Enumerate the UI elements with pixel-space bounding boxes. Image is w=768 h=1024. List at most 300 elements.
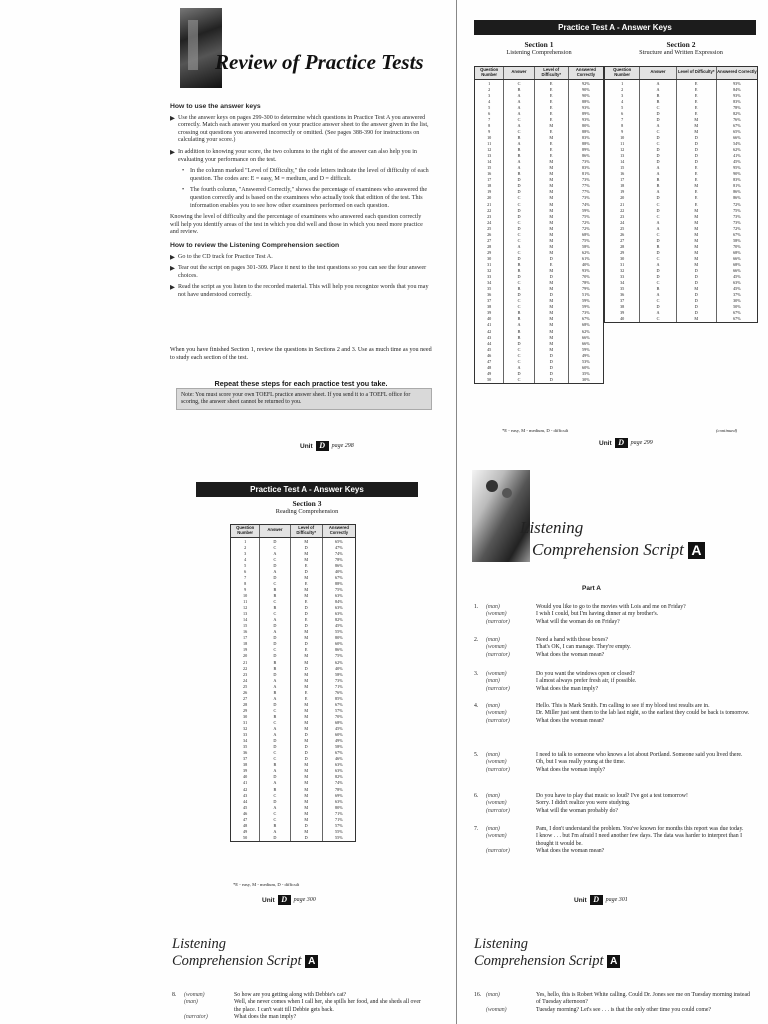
table-cell: M (694, 219, 699, 225)
table-cell: M (694, 122, 699, 128)
table-cell: M (304, 586, 309, 592)
table-cell: 67% (335, 701, 343, 707)
table-cell: A (656, 219, 660, 225)
table-cell: B (656, 183, 660, 189)
table-cell: E (694, 177, 698, 183)
table-cell: D (656, 195, 660, 201)
table-cell: 88% (582, 98, 590, 104)
table-cell: 19 (620, 189, 625, 195)
dialogue-line (474, 678, 754, 685)
table-cell: 67% (335, 574, 343, 580)
table-cell: 29 (487, 249, 492, 255)
table-cell: 59% (582, 298, 590, 304)
table-cell: B (517, 316, 521, 322)
table-cell: 44 (243, 798, 248, 804)
table-cell: 90% (733, 171, 741, 177)
table-cell: 43 (487, 334, 492, 340)
dialogue-line (474, 759, 754, 766)
table-cell: B (273, 593, 277, 599)
dialogue-text: I wish I could, but I'm having dinner at my brother's. (536, 611, 659, 618)
table-cell: 15 (243, 623, 248, 629)
table-cell: C (517, 376, 521, 382)
table-cell: M (549, 310, 554, 316)
table-cell: 4 (621, 98, 624, 104)
table-cell: 9 (244, 586, 247, 592)
arrow-bullet-icon: ▶ (170, 114, 175, 122)
dialogue-line (474, 611, 754, 618)
table-cell: B (656, 92, 660, 98)
table-cell: 62% (335, 659, 343, 665)
table-cell: M (694, 316, 699, 322)
table-cell: A (517, 322, 521, 328)
table-cell: 73% (582, 177, 590, 183)
table-cell: C (517, 358, 521, 364)
table-cell: A (656, 225, 660, 231)
dialogue-line (474, 644, 754, 651)
table-cell: 20 (487, 195, 492, 201)
table-cell: 53% (582, 358, 590, 364)
table-cell: M (549, 225, 554, 231)
table-cell: E (549, 92, 553, 98)
table-cell: 24 (620, 219, 625, 225)
table-cell: E (694, 104, 698, 110)
table-cell: 80% (582, 122, 590, 128)
table-cell: 30 (620, 255, 625, 261)
table-cell: 50 (243, 834, 248, 840)
table-cell: 55% (335, 629, 343, 635)
dialogue-line (474, 710, 754, 717)
table-cell: E (549, 128, 553, 134)
table-cell: 86% (582, 153, 590, 159)
table-cell: 57% (335, 822, 343, 828)
table-cell: D (549, 274, 553, 280)
table-cell: D (694, 147, 698, 153)
table-cell: M (304, 780, 309, 786)
table-cell: 66% (733, 268, 741, 274)
table-cell: 14 (487, 159, 492, 165)
table-cell: 88% (582, 141, 590, 147)
table-cell: B (517, 135, 521, 141)
table-cell: 41 (243, 780, 248, 786)
table-cell: 21 (487, 201, 492, 207)
speaker-label: (man) (486, 752, 500, 758)
dialogue-line (474, 619, 754, 626)
arrow-bullet-icon: ▶ (170, 284, 175, 292)
table-cell: B (273, 713, 277, 719)
table-cell: 48 (243, 822, 248, 828)
answer-keys-step-2: In addition to knowing your score, the two columns to the right of the answer can also help you in evaluating your performance on the test. (178, 148, 417, 163)
table-cell: 72% (582, 219, 590, 225)
unit-label: Unit (262, 896, 275, 904)
table-cell: D (304, 605, 308, 611)
table-cell: 89% (582, 147, 590, 153)
table-cell: M (549, 201, 554, 207)
unit-label: Unit (574, 896, 587, 904)
script-item (474, 703, 754, 725)
table-cell: C (656, 255, 660, 261)
table-cell: 35% (582, 370, 590, 376)
bottom-right-title: Listening Comprehension Script A (474, 936, 620, 970)
table-cell: 76% (335, 689, 343, 695)
table-cell: M (549, 213, 554, 219)
table-cell: A (273, 726, 277, 732)
table-cell: A (273, 683, 277, 689)
table-cell: D (304, 732, 308, 738)
table-cell: M (549, 304, 554, 310)
table-cell: 67% (582, 316, 590, 322)
table-cell: D (304, 750, 308, 756)
speaker-label: (narrator) (486, 807, 510, 814)
table-cell: A (273, 768, 277, 774)
table-cell: E (549, 86, 553, 92)
table-cell: 45% (733, 286, 741, 292)
speaker-label: (man) (486, 703, 500, 709)
table-cell: M (304, 762, 309, 768)
table-cell: B (656, 177, 660, 183)
script-item (474, 752, 754, 774)
table-cell: E (304, 599, 308, 605)
table-cell: 62% (582, 328, 590, 334)
table-cell: 21 (243, 659, 248, 665)
table-cell: 83% (582, 135, 590, 141)
speaker-label: (narrator) (486, 618, 510, 625)
dialogue-line (474, 833, 754, 848)
speaker-label: (man) (486, 826, 500, 832)
table-cell: 25 (487, 225, 492, 231)
table-cell: 63% (335, 798, 343, 804)
table-cell: 13 (243, 611, 248, 617)
table-cell: 63% (335, 768, 343, 774)
page-footer (300, 441, 354, 451)
table-cell: 34 (487, 280, 492, 286)
table-cell: 80% (335, 804, 343, 810)
table-cell: C (656, 201, 660, 207)
table-cell: M (304, 738, 309, 744)
table-cell: 82% (335, 617, 343, 623)
dialogue-line (474, 800, 754, 807)
table-cell: 63% (335, 611, 343, 617)
dialogue-line (474, 848, 754, 855)
page-number: page 299 (630, 440, 653, 446)
table-cell: 68% (733, 249, 741, 255)
dialogue-line (172, 999, 422, 1014)
item-number: 7. (474, 826, 479, 832)
table-cell: M (549, 189, 554, 195)
table-cell: 19 (243, 647, 248, 653)
page-number: page 298 (331, 443, 354, 449)
table-cell: 43 (243, 792, 248, 798)
answer-keys-bar: Practice Test A - Answer Keys (474, 20, 756, 35)
table-cell: 83% (733, 177, 741, 183)
dialogue-text: What does the woman imply? (536, 766, 606, 773)
table-cell: 37 (620, 298, 625, 304)
table-cell: A (517, 243, 521, 249)
table-cell: 78% (733, 104, 741, 110)
table-cell: 75% (335, 653, 343, 659)
table-cell: D (694, 292, 698, 298)
arrow-bullet-icon: ▶ (170, 253, 175, 261)
table-cell: M (549, 268, 554, 274)
table-cell: 93% (582, 268, 590, 274)
item-number: 1. (474, 604, 479, 610)
table-cell: D (656, 147, 660, 153)
table-cell: E (304, 562, 308, 568)
item-number: 8. (172, 992, 177, 998)
table-cell: M (549, 159, 554, 165)
table-cell: E (304, 580, 308, 586)
table-cell: D (694, 304, 698, 310)
table-cell: A (273, 677, 277, 683)
table-cell: E (304, 695, 308, 701)
table-cell: M (304, 701, 309, 707)
table-cell: E (549, 98, 553, 104)
table-cell: 66% (733, 255, 741, 261)
table-cell: 68% (582, 322, 590, 328)
script-photo (472, 470, 530, 562)
table-cell: D (273, 798, 277, 804)
table-cell: M (694, 237, 699, 243)
table-cell: C (517, 231, 521, 237)
table-cell: E (549, 262, 553, 267)
footnote: *E - easy, M - medium, D - difficult (502, 428, 569, 433)
bottom-right-page (462, 924, 768, 1024)
table-cell: 45% (733, 159, 741, 165)
table-cell: E (694, 80, 698, 86)
table-cell: D (273, 774, 277, 780)
dialogue-line (474, 703, 754, 710)
table-cell: 40% (335, 568, 343, 574)
table-cell: D (549, 358, 553, 364)
table-cell: M (304, 804, 309, 810)
col-answer: Answer (260, 525, 290, 537)
speaker-label: (woman) (486, 644, 507, 651)
table-cell: E (694, 110, 698, 116)
table-cell: B (517, 153, 521, 159)
review-body (170, 98, 432, 303)
correct-explanation: The fourth column, "Answered Correctly," shows the percentage of examinees who answered the question correctly and is based on the examinees who actually took that edition of the test. This information enables you to see how other examinees performed on each question. (190, 187, 428, 209)
table-cell: 40 (487, 316, 492, 322)
table-cell: M (304, 786, 309, 792)
table-cell: E (549, 116, 553, 122)
dialogue-line (474, 767, 754, 774)
table-cell: C (656, 298, 660, 304)
table-cell: 40% (335, 665, 343, 671)
table-cell: M (304, 707, 309, 713)
table-cell: 36 (243, 750, 248, 756)
table-cell: 63% (335, 605, 343, 611)
table-cell: M (304, 629, 309, 635)
table-cell: M (304, 768, 309, 774)
table-cell: 73% (582, 159, 590, 165)
table-cell: 22 (243, 665, 248, 671)
table-cell: 84% (335, 599, 343, 605)
table-cell: A (517, 104, 521, 110)
dialogue-text: Oh, but I was really young at the time. (536, 759, 626, 766)
table-cell: D (273, 671, 277, 677)
table-cell: 5 (621, 104, 624, 110)
table-cell: 46 (487, 352, 492, 358)
table-cell: C (517, 116, 521, 122)
table-cell: D (273, 562, 277, 568)
table-cell: M (694, 286, 699, 292)
table-cell: C (656, 316, 660, 322)
table-cell: M (549, 334, 554, 340)
table-cell: B (273, 689, 277, 695)
table-cell: B (517, 268, 521, 274)
col-difficulty: Level of Difficulty* (677, 67, 717, 79)
table-cell: 88% (582, 128, 590, 134)
table-cell: D (273, 701, 277, 707)
table-cell: A (517, 165, 521, 171)
table-cell: D (656, 207, 660, 213)
table-cell: 79% (582, 286, 590, 292)
table-cell: D (517, 207, 521, 213)
table-cell: 93% (582, 116, 590, 122)
table-cell: 59% (582, 207, 590, 213)
table-cell: 86% (335, 647, 343, 653)
table-cell: B (273, 762, 277, 768)
table-cell: E (694, 165, 698, 171)
table-cell: 38 (487, 304, 492, 310)
review-photo (180, 8, 222, 88)
difficulty-levels (677, 80, 717, 323)
table-cell: 90% (582, 86, 590, 92)
table-cell: M (304, 538, 309, 544)
table-cell: 75% (733, 207, 741, 213)
table-cell: 16 (243, 629, 248, 635)
table-cell: M (549, 177, 554, 183)
dialogue-line (474, 637, 754, 644)
table-cell: M (549, 165, 554, 171)
table-cell: C (656, 141, 660, 147)
answers (260, 538, 290, 841)
table-cell: 70% (335, 713, 343, 719)
page-number: page 301 (605, 897, 628, 903)
table-cell: B (517, 262, 521, 267)
dialogue-line (474, 604, 754, 611)
dialogue-text: Yes, hello, this is Robert White calling. Could Dr. Jones see me on Tuesday morning instead of Tuesday afternoon? (536, 992, 750, 1006)
table-cell: 8 (621, 122, 624, 128)
table-cell: D (694, 280, 698, 286)
table-cell: D (549, 364, 553, 370)
table-cell: 84% (733, 86, 741, 92)
table-cell: 25 (620, 225, 625, 231)
table-cell: M (549, 171, 554, 177)
table-cell: 40 (243, 774, 248, 780)
table-cell: 31 (620, 262, 625, 267)
table-cell: M (549, 249, 554, 255)
table-cell: 7 (488, 116, 491, 122)
table-cell: 6 (621, 110, 624, 116)
table-cell: 67% (733, 316, 741, 322)
table-cell: D (656, 159, 660, 165)
table-cell: D (694, 159, 698, 165)
table-cell: 34 (243, 738, 248, 744)
table-cell: 37 (243, 756, 248, 762)
table-cell: M (549, 135, 554, 141)
table-cell: 61% (582, 255, 590, 261)
table-cell: 62% (582, 249, 590, 255)
table-cell: 27 (620, 237, 625, 243)
item-number: 3. (474, 671, 479, 677)
table-cell: D (656, 110, 660, 116)
table-cell: 32 (487, 268, 492, 274)
table-cell: 54% (733, 141, 741, 147)
table-cell: 67% (733, 231, 741, 237)
speaker-label: (narrator) (486, 717, 510, 724)
answer-keys-page (462, 0, 768, 462)
table-cell: M (694, 213, 699, 219)
table-cell: D (304, 665, 308, 671)
table-cell: 15 (487, 165, 492, 171)
table-cell: 74% (335, 780, 343, 786)
dialogue-text: Dr. Miller just sent them to the lab last night, so the earliest they could be back is tomorrow. (536, 710, 750, 717)
table-cell: 35 (487, 286, 492, 292)
table-cell: C (273, 792, 277, 798)
speaker-label: (woman) (486, 671, 507, 677)
table-cell: 90% (582, 92, 590, 98)
col-difficulty: Level of Difficulty* (535, 67, 569, 79)
table-cell: M (304, 659, 309, 665)
table-cell: 49 (487, 370, 492, 376)
table-cell: 45% (335, 623, 343, 629)
table-cell: 83% (733, 98, 741, 104)
table-cell: D (304, 641, 308, 647)
table-cell: 23 (487, 213, 492, 219)
table-cell: 29 (243, 707, 248, 713)
table-cell: M (549, 316, 554, 322)
dialogue-text: Sorry. I didn't realize you were studying. (536, 800, 631, 807)
table-cell: A (656, 171, 660, 177)
section-3-heading: Section 3 Reading Comprehension (275, 499, 339, 515)
table-cell: 23 (620, 213, 625, 219)
script-item (474, 671, 754, 693)
table-cell: C (517, 298, 521, 304)
table-cell: 38 (243, 762, 248, 768)
table-cell: D (304, 744, 308, 750)
table-cell: D (273, 738, 277, 744)
script-item (474, 604, 754, 626)
table-cell: 32 (243, 726, 248, 732)
script-item (474, 637, 754, 659)
table-cell: A (273, 732, 277, 738)
table-cell: A (273, 568, 277, 574)
table-cell: 58% (335, 671, 343, 677)
col-question-number: Question Number (475, 67, 504, 79)
table-cell: D (273, 623, 277, 629)
table-cell: D (656, 274, 660, 280)
section-1-table (474, 66, 604, 384)
speaker-label: (man) (486, 678, 500, 685)
dialogue-text: What does the woman mean? (536, 651, 605, 658)
table-cell: C (273, 599, 277, 605)
table-cell: A (273, 550, 277, 556)
table-cell: 1 (244, 538, 247, 544)
table-cell: 81% (733, 183, 741, 189)
section-3-table (230, 524, 356, 842)
col-correct: Answered Correctly (328, 525, 349, 535)
table-cell: 49% (335, 738, 343, 744)
table-cell: 67% (733, 310, 741, 316)
page-footer (599, 438, 653, 448)
table-cell: E (304, 689, 308, 695)
table-cell: D (694, 268, 698, 274)
table-cell: 45 (243, 804, 248, 810)
difficulty-levels (291, 538, 323, 841)
page-divider (456, 0, 457, 1024)
table-cell: 8 (244, 580, 247, 586)
script-item-16 (474, 992, 754, 1014)
